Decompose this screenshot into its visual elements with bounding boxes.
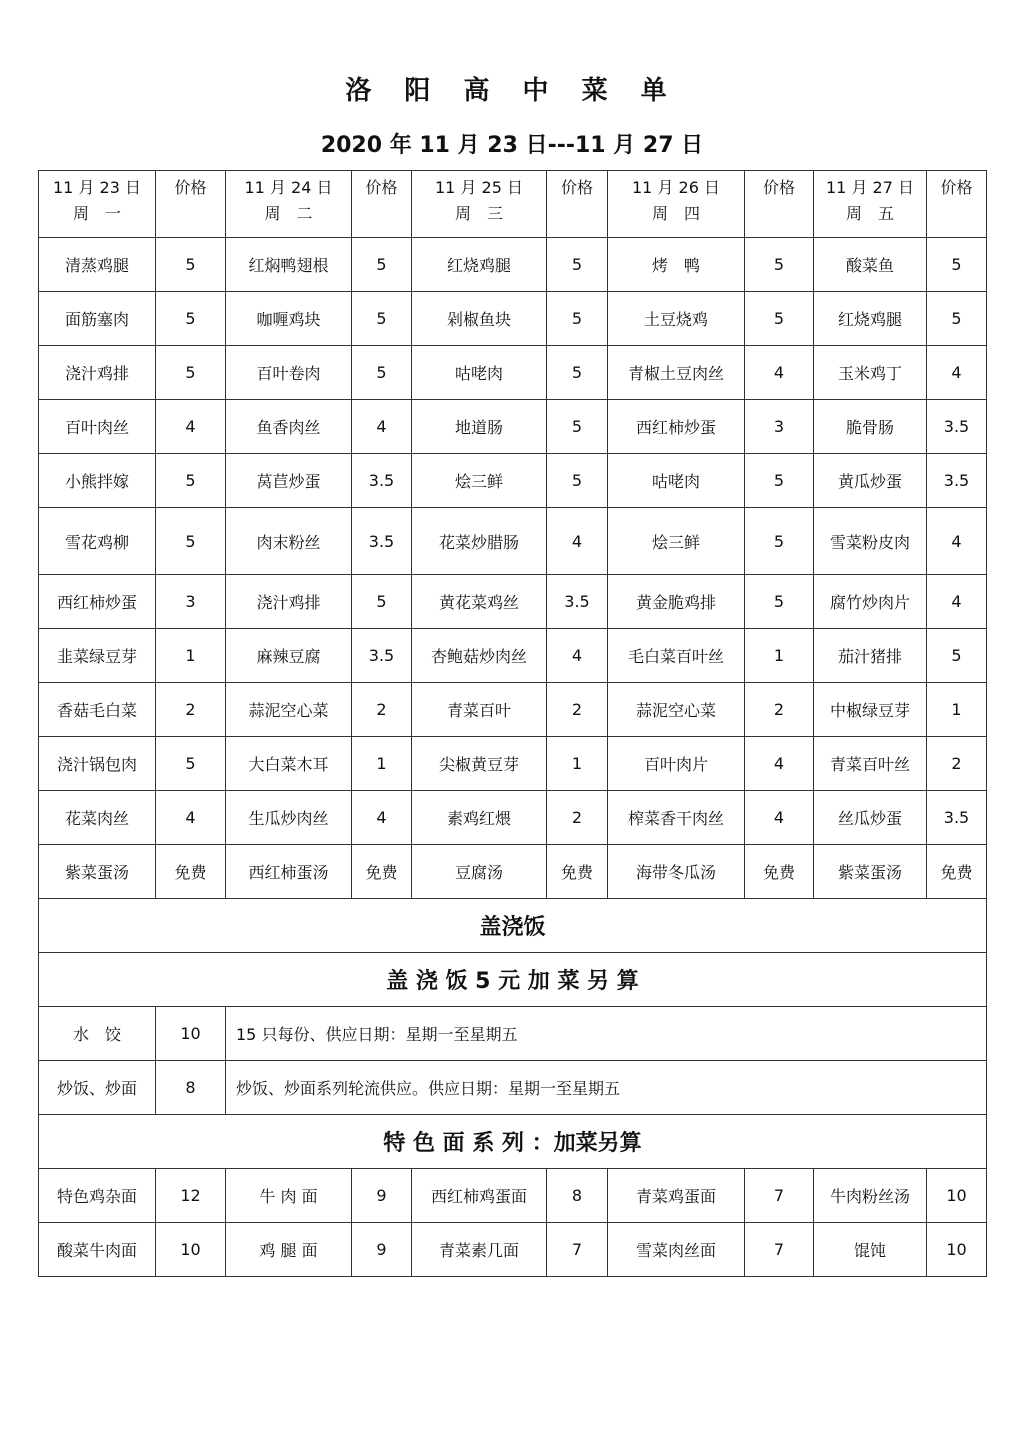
dish-name: 青菜百叶: [412, 683, 547, 737]
dish-name: 百叶肉片: [608, 737, 745, 791]
dish-price: 4: [547, 629, 608, 683]
dish-name: 红烧鸡腿: [412, 238, 547, 292]
dish-name: 黄金脆鸡排: [608, 575, 745, 629]
menu-row: [39, 238, 987, 292]
dish-name: 榨菜香干肉丝: [608, 791, 745, 845]
dish-name: 红烧鸡腿: [814, 292, 927, 346]
dish-price: 4: [745, 346, 814, 400]
dish-price: 5: [745, 575, 814, 629]
dish-price: 1: [745, 629, 814, 683]
dish-price: 5: [547, 346, 608, 400]
dish-price: 免费: [352, 845, 412, 899]
dish-name: 莴苣炒蛋: [226, 454, 352, 508]
noodle-name: 雪菜肉丝面: [608, 1223, 745, 1277]
price-header: 价格: [927, 171, 987, 238]
noodle-name: 西红柿鸡蛋面: [412, 1169, 547, 1223]
noodle-price: 12: [156, 1169, 226, 1223]
dish-name: 脆骨肠: [814, 400, 927, 454]
dish-name: 烩三鲜: [412, 454, 547, 508]
noodle-name: 青菜鸡蛋面: [608, 1169, 745, 1223]
dish-price: 5: [547, 454, 608, 508]
dish-name: 豆腐汤: [412, 845, 547, 899]
dish-name: 红焖鸭翅根: [226, 238, 352, 292]
dish-name: 小熊拌嫁: [39, 454, 156, 508]
rice-price-line: 盖 浇 饭 5 元 加 菜 另 算: [39, 953, 987, 1007]
dish-price: 5: [156, 454, 226, 508]
dish-price: 5: [745, 238, 814, 292]
day-weekday: 周 二: [264, 204, 313, 223]
dish-price: 3.5: [927, 400, 987, 454]
dish-price: 1: [352, 737, 412, 791]
rice-heading-row: [39, 899, 987, 953]
dish-name: 西红柿炒蛋: [39, 575, 156, 629]
price-header: 价格: [352, 171, 412, 238]
extra-name: 炒饭、炒面: [39, 1061, 156, 1115]
dish-price: 5: [156, 346, 226, 400]
dish-name: 黄花菜鸡丝: [412, 575, 547, 629]
dish-price: 5: [352, 238, 412, 292]
dish-name: 韭菜绿豆芽: [39, 629, 156, 683]
dish-price: 5: [352, 346, 412, 400]
menu-row: [39, 791, 987, 845]
dish-price: 2: [745, 683, 814, 737]
dish-name: 咕咾肉: [412, 346, 547, 400]
extra-row: [39, 1007, 987, 1061]
dish-price: 免费: [927, 845, 987, 899]
day-header: [412, 171, 547, 238]
dish-price: 3.5: [547, 575, 608, 629]
dish-name: 蒜泥空心菜: [608, 683, 745, 737]
dish-name: 花菜肉丝: [39, 791, 156, 845]
dish-price: 3.5: [352, 508, 412, 575]
dish-price: 5: [156, 292, 226, 346]
day-date: 11 月 23 日: [53, 178, 141, 197]
dish-price: 5: [927, 629, 987, 683]
dish-name: 烤 鸭: [608, 238, 745, 292]
noodle-price: 7: [745, 1223, 814, 1277]
day-weekday: 周 一: [72, 204, 121, 223]
dish-price: 2: [352, 683, 412, 737]
dish-name: 土豆烧鸡: [608, 292, 745, 346]
dish-price: 3.5: [927, 454, 987, 508]
menu-row: [39, 737, 987, 791]
dish-name: 茄汁猪排: [814, 629, 927, 683]
dish-price: 4: [927, 575, 987, 629]
extra-price: 10: [156, 1007, 226, 1061]
dish-name: 酸菜鱼: [814, 238, 927, 292]
dish-price: 免费: [745, 845, 814, 899]
dish-name: 西红柿炒蛋: [608, 400, 745, 454]
dish-price: 3.5: [352, 629, 412, 683]
dish-name: 浇汁鸡排: [226, 575, 352, 629]
dish-price: 2: [927, 737, 987, 791]
dish-name: 紫菜蛋汤: [814, 845, 927, 899]
extra-row: [39, 1061, 987, 1115]
dish-price: 3: [156, 575, 226, 629]
dish-price: 5: [927, 292, 987, 346]
dish-price: 4: [156, 791, 226, 845]
dish-name: 地道肠: [412, 400, 547, 454]
header-row: [39, 171, 987, 238]
day-weekday: 周 五: [845, 204, 894, 223]
dish-price: 3.5: [352, 454, 412, 508]
dish-price: 4: [927, 346, 987, 400]
page-title: 洛 阳 高 中 菜 单: [345, 76, 679, 106]
dish-name: 玉米鸡丁: [814, 346, 927, 400]
dish-name: 雪菜粉皮肉: [814, 508, 927, 575]
dish-price: 5: [745, 454, 814, 508]
extra-name: 水 饺: [39, 1007, 156, 1061]
dish-name: 青菜百叶丝: [814, 737, 927, 791]
extra-note: 15 只每份、供应日期：星期一至星期五: [226, 1007, 987, 1061]
day-weekday: 周 三: [454, 204, 503, 223]
dish-name: 麻辣豆腐: [226, 629, 352, 683]
dish-price: 4: [547, 508, 608, 575]
noodle-price: 10: [927, 1169, 987, 1223]
dish-name: 素鸡红煨: [412, 791, 547, 845]
menu-row: [39, 292, 987, 346]
menu-table: [38, 170, 987, 1277]
noodle-name: 馄饨: [814, 1223, 927, 1277]
dish-name: 咖喱鸡块: [226, 292, 352, 346]
day-date: 11 月 26 日: [632, 178, 720, 197]
dish-price: 5: [547, 400, 608, 454]
dish-name: 生瓜炒肉丝: [226, 791, 352, 845]
day-header: [814, 171, 927, 238]
dish-name: 花菜炒腊肠: [412, 508, 547, 575]
dish-name: 百叶肉丝: [39, 400, 156, 454]
dish-price: 4: [352, 791, 412, 845]
dish-name: 腐竹炒肉片: [814, 575, 927, 629]
noodle-name: 特色鸡杂面: [39, 1169, 156, 1223]
noodle-price: 7: [745, 1169, 814, 1223]
dish-name: 西红柿蛋汤: [226, 845, 352, 899]
dish-price: 4: [745, 791, 814, 845]
day-date: 11 月 25 日: [435, 178, 523, 197]
noodle-row: [39, 1223, 987, 1277]
dish-price: 5: [156, 508, 226, 575]
menu-row: [39, 683, 987, 737]
extra-note: 炒饭、炒面系列轮流供应。供应日期：星期一至星期五: [226, 1061, 987, 1115]
dish-price: 2: [547, 683, 608, 737]
dish-price: 2: [547, 791, 608, 845]
dish-price: 免费: [547, 845, 608, 899]
noodle-price: 9: [352, 1223, 412, 1277]
dish-name: 青椒土豆肉丝: [608, 346, 745, 400]
dish-price: 5: [927, 238, 987, 292]
dish-price: 4: [156, 400, 226, 454]
dish-name: 丝瓜炒蛋: [814, 791, 927, 845]
price-header: 价格: [547, 171, 608, 238]
dish-name: 紫菜蛋汤: [39, 845, 156, 899]
dish-price: 5: [745, 508, 814, 575]
rice-price-row: [39, 953, 987, 1007]
noodle-name: 牛肉粉丝汤: [814, 1169, 927, 1223]
dish-name: 杏鲍菇炒肉丝: [412, 629, 547, 683]
dish-name: 毛白菜百叶丝: [608, 629, 745, 683]
price-header: 价格: [745, 171, 814, 238]
dish-name: 面筋塞肉: [39, 292, 156, 346]
noodle-name: 青菜素几面: [412, 1223, 547, 1277]
dish-name: 海带冬瓜汤: [608, 845, 745, 899]
noodle-price: 9: [352, 1169, 412, 1223]
dish-name: 浇汁锅包肉: [39, 737, 156, 791]
dish-price: 3: [745, 400, 814, 454]
noodle-heading: 特 色 面 系 列 ：加菜另算: [39, 1115, 987, 1169]
dish-price: 5: [156, 238, 226, 292]
dish-name: 大白菜木耳: [226, 737, 352, 791]
dish-name: 百叶卷肉: [226, 346, 352, 400]
dish-price: 5: [547, 238, 608, 292]
dish-name: 肉末粉丝: [226, 508, 352, 575]
noodle-price: 8: [547, 1169, 608, 1223]
dish-name: 咕咾肉: [608, 454, 745, 508]
menu-row: [39, 454, 987, 508]
dish-price: 4: [927, 508, 987, 575]
noodle-name: 牛 肉 面: [226, 1169, 352, 1223]
dish-price: 5: [547, 292, 608, 346]
dish-price: 1: [547, 737, 608, 791]
dish-price: 1: [156, 629, 226, 683]
dish-price: 4: [745, 737, 814, 791]
price-header: 价格: [156, 171, 226, 238]
dish-price: 免费: [156, 845, 226, 899]
dish-name: 清蒸鸡腿: [39, 238, 156, 292]
dish-name: 鱼香肉丝: [226, 400, 352, 454]
day-weekday: 周 四: [651, 204, 700, 223]
dish-name: 中椒绿豆芽: [814, 683, 927, 737]
dish-price: 2: [156, 683, 226, 737]
day-header: [608, 171, 745, 238]
menu-row: [39, 629, 987, 683]
dish-price: 5: [745, 292, 814, 346]
dish-name: 蒜泥空心菜: [226, 683, 352, 737]
noodle-price: 10: [927, 1223, 987, 1277]
menu-row: [39, 346, 987, 400]
dish-name: 香菇毛白菜: [39, 683, 156, 737]
dish-price: 3.5: [927, 791, 987, 845]
noodle-name: 鸡 腿 面: [226, 1223, 352, 1277]
day-header: [226, 171, 352, 238]
dish-price: 5: [352, 575, 412, 629]
dish-price: 5: [352, 292, 412, 346]
noodle-price: 10: [156, 1223, 226, 1277]
menu-row: [39, 845, 987, 899]
dish-price: 5: [156, 737, 226, 791]
dish-name: 剁椒鱼块: [412, 292, 547, 346]
dish-price: 4: [352, 400, 412, 454]
menu-row: [39, 575, 987, 629]
day-header: [39, 171, 156, 238]
date-range: 2020 年 11 月 23 日---11 月 27 日: [320, 133, 704, 158]
dish-name: 浇汁鸡排: [39, 346, 156, 400]
rice-heading: 盖浇饭: [39, 899, 987, 953]
dish-name: 黄瓜炒蛋: [814, 454, 927, 508]
noodle-heading-row: [39, 1115, 987, 1169]
day-date: 11 月 24 日: [244, 178, 333, 197]
day-date: 11 月 27 日: [826, 178, 914, 197]
noodle-row: [39, 1169, 987, 1223]
dish-name: 烩三鲜: [608, 508, 745, 575]
extra-price: 8: [156, 1061, 226, 1115]
dish-price: 1: [927, 683, 987, 737]
menu-row: [39, 400, 987, 454]
dish-name: 雪花鸡柳: [39, 508, 156, 575]
noodle-price: 7: [547, 1223, 608, 1277]
noodle-name: 酸菜牛肉面: [39, 1223, 156, 1277]
menu-row: [39, 508, 987, 575]
dish-name: 尖椒黄豆芽: [412, 737, 547, 791]
